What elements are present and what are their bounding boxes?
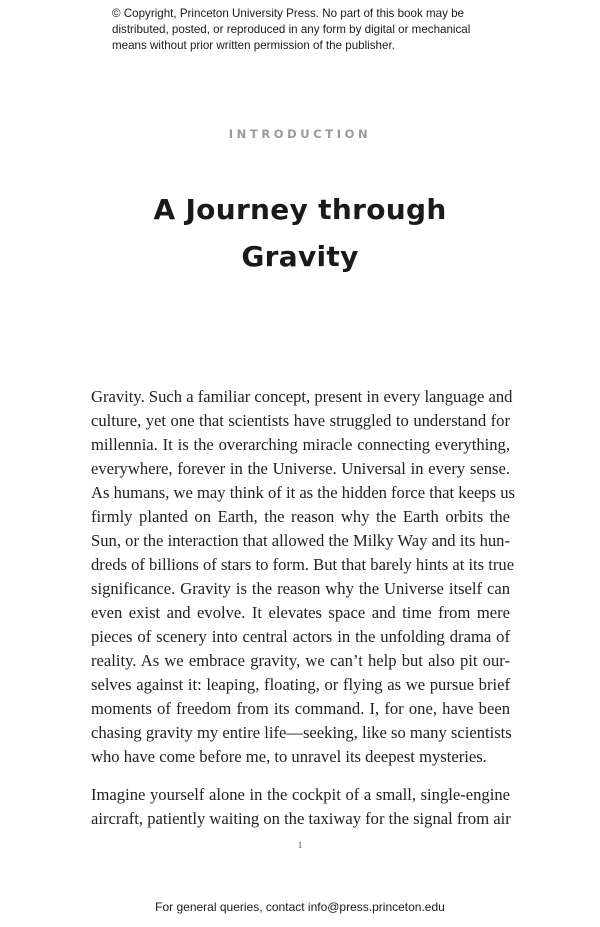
body-line: culture, yet one that scientists have struggled to understand for [91,411,510,430]
body-line: firmly planted on Earth, the reason why the Earth orbits the [91,507,510,526]
copyright-notice [112,6,512,54]
chapter-title-line-2: Gravity [241,240,359,273]
body-line: significance. Gravity is the reason why the Universe itself can [91,579,510,598]
copyright-line: means without prior written permission of the publisher. [112,39,395,52]
footer-contact: For general queries, contact info@press.princeton.edu [155,900,445,914]
body-line: As humans, we may think of it as the hidden force that keeps us [91,483,515,502]
body-line: dreds of billions of stars to form. But that barely hints at its true [91,555,515,574]
body-line: selves against it: leaping, floating, or flying as we pursue brief [91,675,510,694]
body-line: millennia. It is the overarching miracle connecting everything, [91,435,510,454]
body-line: even exist and evolve. It elevates space and time from mere [91,603,510,622]
body-line: pieces of scenery into central actors in the unfolding drama of [91,627,510,646]
copyright-line: © Copyright, Princeton University Press. No part of this book may be [112,7,464,20]
body-line: everywhere, forever in the Universe. Universal in every sense. [91,459,510,478]
chapter-title-line-1: A Journey through [153,193,447,226]
body-line: chasing gravity my entire life—seeking, like so many scientists [91,723,512,742]
body-line: moments of freedom from its command. I, for one, have been [91,699,510,718]
body-line: aircraft, patiently waiting on the taxiway for the signal from air [91,809,511,828]
body-line: Gravity. Such a familiar concept, present in every language and [91,387,513,406]
body-line: Imagine yourself alone in the cockpit of a small, single-engine [91,785,510,804]
body-line: Sun, or the interaction that allowed the Milky Way and its hun- [91,531,510,550]
page-number: 1 [297,840,303,850]
body-line: reality. As we embrace gravity, we can’t help but also pit our- [91,651,510,670]
chapter-label: INTRODUCTION [228,127,372,141]
body-line: who have come before me, to unravel its deepest mysteries. [91,747,487,766]
copyright-line: distributed, posted, or reproduced in any form by digital or mechanical [112,23,471,36]
